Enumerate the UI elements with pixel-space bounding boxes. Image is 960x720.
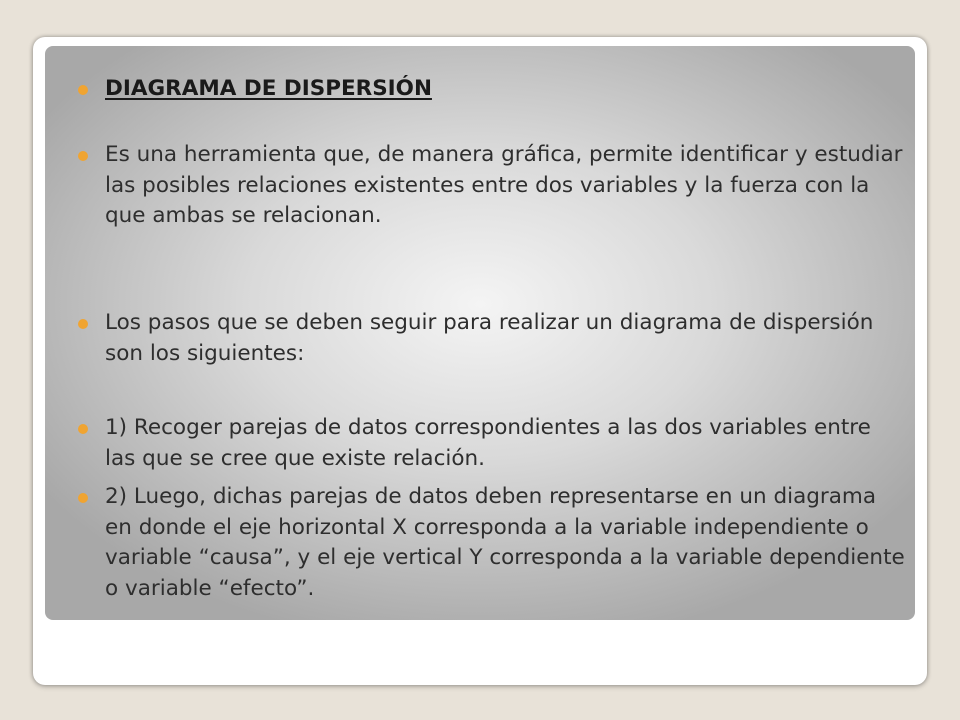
bullet-dot-icon — [78, 151, 88, 161]
bullet-text: 1) Recoger parejas de datos correspondientes a las dos variables entre las que se cree que existe relación. — [105, 415, 871, 471]
bullet-dot-icon — [78, 319, 88, 329]
bullet-definition — [105, 140, 905, 232]
bullet-steps-intro — [105, 308, 905, 369]
bullet-dot-icon — [78, 493, 88, 503]
bullet-text: 2) Luego, dichas parejas de datos deben representarse en un diagrama en donde el eje horizontal X corresponda a la variable independiente o variable “causa”, y el eje vertical Y corresponda a la variable dependiente o variable “efecto”. — [105, 484, 905, 601]
bullet-text: Es una herramienta que, de manera gráfica, permite identificar y estudiar las posibles relaciones existentes entre dos variables y la fuerza con la que ambas se relacionan. — [105, 142, 903, 228]
bullet-text: Los pasos que se deben seguir para realizar un diagrama de dispersión son los siguientes: — [105, 310, 874, 366]
bullet-dot-icon — [78, 85, 88, 95]
bullet-step-1 — [105, 413, 905, 474]
slide-title: DIAGRAMA DE DISPERSIÓN — [105, 76, 432, 101]
content-panel — [45, 46, 915, 620]
title-bullet — [105, 74, 905, 105]
bullet-step-2 — [105, 482, 905, 604]
bullet-dot-icon — [78, 424, 88, 434]
